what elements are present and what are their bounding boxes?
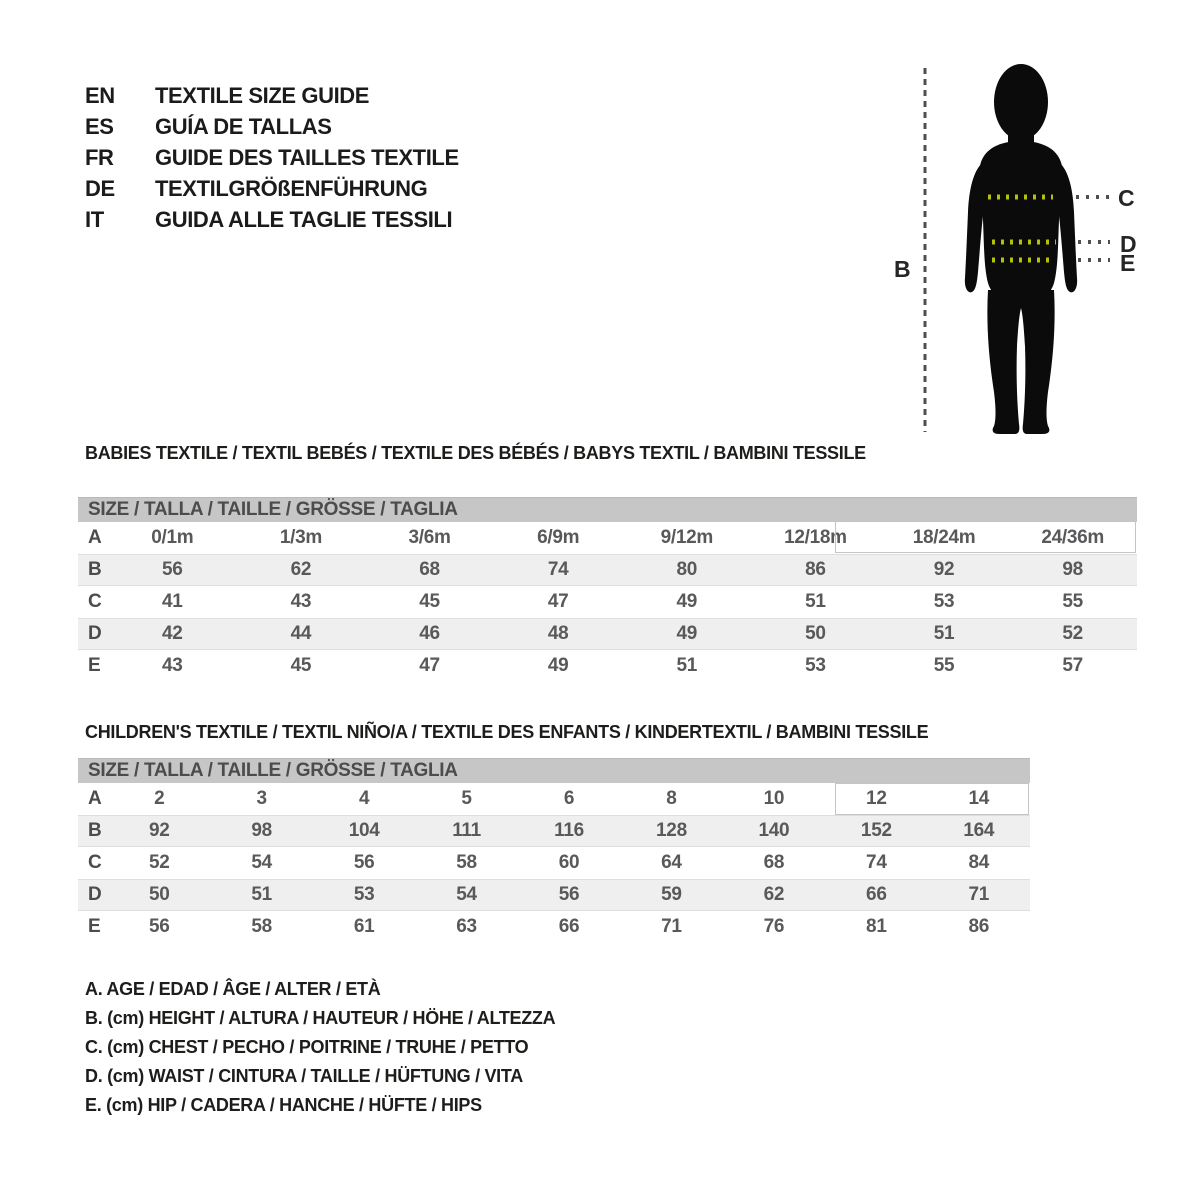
table-row	[78, 618, 1137, 650]
row-label: E	[88, 655, 101, 676]
measurement-legend	[85, 975, 555, 1120]
table-cell: 66	[866, 884, 887, 905]
row-label: A	[88, 527, 102, 548]
language-row	[85, 111, 459, 142]
language-title: TEXTILE SIZE GUIDE	[155, 82, 370, 108]
table-cell: 58	[251, 916, 272, 937]
table-cell: 76	[763, 916, 785, 937]
table-cell: 64	[661, 852, 682, 873]
table-row	[78, 650, 1137, 682]
table-cell: 56	[162, 559, 183, 580]
size-highlight-box	[835, 783, 1029, 815]
table-cell: 54	[456, 884, 477, 905]
babies-table	[78, 497, 1137, 682]
table-cell: 111	[452, 820, 481, 841]
table-cell: 66	[558, 916, 580, 937]
row-label: B	[88, 559, 102, 580]
language-title: GUIDA ALLE TAGLIE TESSILI	[155, 206, 453, 232]
table-cell: 98	[251, 820, 272, 841]
table-cell: 71	[968, 884, 990, 905]
table-cell: 47	[419, 655, 440, 676]
table-row	[78, 911, 1030, 943]
table-cell: 48	[547, 623, 569, 644]
table-cell: 52	[1062, 623, 1083, 644]
table-cell: 43	[290, 591, 312, 612]
language-code: FR	[85, 144, 114, 170]
language-code: IT	[85, 206, 104, 232]
table-cell: 51	[805, 591, 826, 612]
table-cell: 71	[661, 916, 682, 937]
table-header: SIZE / TALLA / TAILLE / GRÖSSE / TAGLIA	[78, 497, 1137, 522]
table-cell: 116	[554, 820, 584, 841]
table-cell: 54	[251, 852, 272, 873]
table-cell: 53	[353, 884, 375, 905]
table-cell: 2	[154, 788, 165, 809]
table-cell: 104	[348, 820, 380, 841]
table-cell: 56	[353, 852, 375, 873]
table-cell: 49	[676, 591, 698, 612]
row-label: B	[88, 820, 102, 841]
table-cell: 46	[419, 623, 440, 644]
table-cell: 8	[666, 788, 677, 809]
row-label: D	[88, 623, 102, 644]
legend-line: C. (cm) CHEST / PECHO / POITRINE / TRUHE / PETTO	[85, 1037, 529, 1057]
table-cell: 68	[763, 852, 785, 873]
table-row	[78, 815, 1030, 847]
row-label: C	[88, 852, 102, 873]
child-silhouette	[965, 64, 1077, 434]
language-row	[85, 80, 459, 111]
table-cell: 42	[162, 623, 183, 644]
table-cell: 56	[148, 916, 170, 937]
table-cell: 3/6m	[408, 527, 451, 548]
row-label: E	[88, 916, 101, 937]
table-cell: 44	[290, 623, 312, 644]
table-cell: 74	[547, 559, 569, 580]
row-label: A	[88, 788, 102, 809]
language-title: GUÍA DE TALLAS	[155, 113, 332, 139]
table-cell: 59	[661, 884, 682, 905]
table-cell: 86	[805, 559, 826, 580]
size-highlight-box	[835, 521, 1136, 553]
table-cell: 45	[290, 655, 312, 676]
row-label: C	[88, 591, 102, 612]
children-table	[78, 758, 1030, 943]
table-cell: 58	[456, 852, 477, 873]
table-cell: 14	[968, 788, 990, 809]
legend-line: B. (cm) HEIGHT / ALTURA / HAUTEUR / HÖHE / ALTEZZA	[85, 1008, 556, 1028]
table-cell: 152	[860, 820, 892, 841]
table-cell: 84	[968, 852, 990, 873]
table-cell: 6/9m	[537, 527, 580, 548]
row-label: D	[88, 884, 102, 905]
table-cell: 9/12m	[660, 527, 713, 548]
table-cell: 60	[558, 852, 580, 873]
table-cell: 55	[1062, 591, 1083, 612]
table-row	[78, 879, 1030, 911]
table-cell: 80	[676, 559, 698, 580]
waist-label: D	[1120, 231, 1137, 257]
table-header: SIZE / TALLA / TAILLE / GRÖSSE / TAGLIA	[78, 758, 1030, 783]
table-cell: 12/18m	[784, 527, 847, 548]
table-row	[78, 554, 1137, 586]
table-cell: 50	[148, 884, 170, 905]
table-row	[78, 586, 1137, 618]
legend-line: E. (cm) HIP / CADERA / HANCHE / HÜFTE / HIPS	[85, 1095, 482, 1115]
table-cell: 47	[547, 591, 569, 612]
table-cell: 52	[148, 852, 170, 873]
table-cell: 41	[162, 591, 183, 612]
legend-line: D. (cm) WAIST / CINTURA / TAILLE / HÜFTUNG / VITA	[85, 1066, 523, 1086]
table-cell: 3	[256, 788, 267, 809]
language-title-list	[85, 80, 459, 235]
table-cell: 49	[547, 655, 569, 676]
language-row	[85, 204, 459, 235]
table-cell: 164	[963, 820, 995, 841]
table-cell: 50	[805, 623, 826, 644]
language-code: DE	[85, 175, 115, 201]
table-cell: 56	[558, 884, 580, 905]
table-cell: 57	[1062, 655, 1083, 676]
table-cell: 86	[968, 916, 990, 937]
table-cell: 24/36m	[1041, 527, 1104, 548]
table-cell: 4	[358, 788, 370, 809]
table-cell: 128	[656, 820, 687, 841]
table-cell: 92	[933, 559, 955, 580]
table-cell: 43	[162, 655, 183, 676]
table-cell: 45	[419, 591, 440, 612]
chest-label: C	[1118, 185, 1135, 211]
table-cell: 55	[933, 655, 955, 676]
language-code: EN	[85, 82, 115, 108]
height-label: B	[894, 256, 911, 282]
language-code: ES	[85, 113, 114, 139]
children-section-title: CHILDREN'S TEXTILE / TEXTIL NIÑO/A / TEXTILE DES ENFANTS / KINDERTEXTIL / BAMBINI TESSILE	[85, 722, 929, 742]
child-silhouette-figure	[880, 40, 1180, 460]
table-row	[78, 847, 1030, 879]
table-cell: 5	[461, 788, 472, 809]
measurement-figure	[880, 40, 1180, 460]
table-cell: 81	[866, 916, 887, 937]
table-cell: 140	[758, 820, 790, 841]
table-cell: 92	[148, 820, 170, 841]
language-row	[85, 173, 459, 204]
hip-label: E	[1120, 250, 1136, 276]
table-cell: 74	[866, 852, 887, 873]
table-cell: 10	[763, 788, 785, 809]
table-cell: 51	[933, 623, 955, 644]
table-cell: 53	[805, 655, 826, 676]
table-cell: 1/3m	[279, 527, 322, 548]
legend-line: A. AGE / EDAD / ÂGE / ALTER / ETÀ	[85, 979, 381, 999]
table-cell: 62	[290, 559, 312, 580]
table-cell: 63	[456, 916, 477, 937]
table-cell: 53	[933, 591, 955, 612]
table-cell: 18/24m	[912, 527, 976, 548]
table-cell: 62	[763, 884, 785, 905]
table-cell: 49	[676, 623, 698, 644]
table-cell: 0/1m	[151, 527, 194, 548]
babies-section-title: BABIES TEXTILE / TEXTIL BEBÉS / TEXTILE DES BÉBÉS / BABYS TEXTIL / BAMBINI TESSILE	[85, 443, 866, 463]
table-cell: 12	[866, 788, 887, 809]
language-title: GUIDE DES TAILLES TEXTILE	[155, 144, 459, 170]
table-cell: 98	[1062, 559, 1083, 580]
table-cell: 68	[419, 559, 440, 580]
table-cell: 6	[563, 788, 575, 809]
table-cell: 51	[676, 655, 698, 676]
language-row	[85, 142, 459, 173]
language-title: TEXTILGRÖßENFÜHRUNG	[155, 175, 428, 201]
table-cell: 61	[353, 916, 375, 937]
table-cell: 51	[251, 884, 272, 905]
